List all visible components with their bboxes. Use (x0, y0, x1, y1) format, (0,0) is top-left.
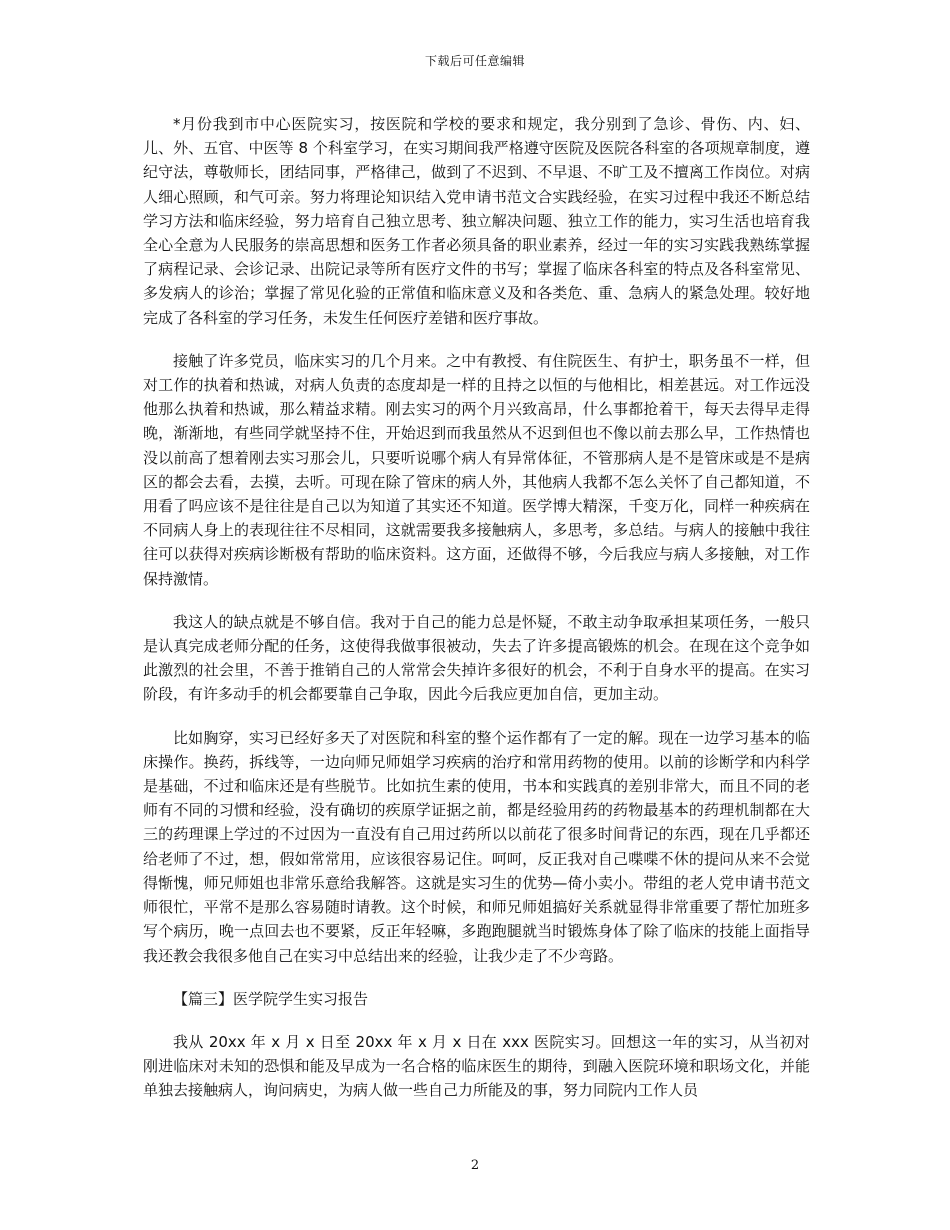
paragraph-self-confidence: 我这人的缺点就是不够自信。我对于自己的能力总是怀疑，不敢主动争取承担某项任务，一般只是认真完成老师分配的任务，这使得我做事很被动，失去了许多提高锻炼的机会。在现在这个竞争如此激烈的社会里，不善于推销自己的人常常会失掉许多很好的机会，不利于自身水平的提高。在实习阶段，有许多动手的机会都要靠自己争取，因此今后我应更加自信，更加主动。 (143, 612, 810, 704)
document-body (143, 112, 810, 1122)
section-heading: 【篇三】医学院学生实习报告 (173, 989, 369, 1008)
paragraph-clinical-practice: 比如胸穿，实习已经好多天了对医院和科室的整个运作都有了一定的解。现在一边学习基本的临床操作。换药，拆线等，一边向师兄师姐学习疾病的治疗和常用药物的使用。以前的诊断学和内科学是基础，不过和临床还是有些脱节。比如抗生素的使用，书本和实践真的差别非常大，而且不同的老师有不同的习惯和经验，没有确切的疾原学证据之前，都是经验用药的药物最基本的药理机制都在大三的药理课上学过的不过因为一直没有自己用过药所以以前花了很多时间背记的东西，现在几乎都还给老师了不过，想，假如常常用，应该很容易记住。呵呵，反正我对自己喋喋不休的提问从来不会觉得惭愧，师兄师姐也非常乐意给我解答。这就是实习生的优势—倚小卖小。带组的老人党申请书范文师很忙，平常不是那么容易随时请教。这个时候，和师兄师姐搞好关系就显得非常重要了帮忙加班多写个病历，晚一点回去也不要紧，反正年轻嘛，多跑跑腿就当时锻炼身体了除了临床的技能上面指导我还教会我很多他自己在实习中总结出来的经验，让我少走了不少弯路。 (143, 728, 810, 965)
paragraph-report-intro: 我从 20xx 年 x 月 x 日至 20xx 年 x 月 x 日在 xxx 医院实习。回想这一年的实习，从当初对刚进临床对未知的恐惧和能及早成为一名合格的临床医生的期待，到融入医院环境和职场文化，并能单独去接触病人，询问病史，为病人做一些自己力所能及的事，努力同院内工作人员 (143, 1032, 810, 1100)
paragraph-internship-overview: *月份我到市中心医院实习，按医院和学校的要求和规定，我分别到了急诊、骨伤、内、妇、儿、外、五官、中医等 8 个科室学习，在实习期间我严格遵守医院及医院各科室的各项规章制度，遵纪守法，尊敬师长，团结同事，严格律己，做到了不迟到、不早退、不旷工及不擅离工作岗位。对病人细心照顾，和气可亲。努力将理论知识结入党申请书范文合实践经验，在实习过程中我还不断总结学习方法和临床经验，努力培育自己独立思考、独立解决问题、独立工作的能力，实习生活也培育我全心全意为人民服务的崇高思想和医务工作者必须具备的职业素养，经过一年的实习实践我熟练掌握了病程记录、会诊记录、出院记录等所有医疗文件的书写；掌握了临床各科室的特点及各科室常见、多发病人的诊治；掌握了常见化验的正常值和临床意义及和各类危、重、急病人的紧急处理。较好地完成了各科室的学习任务，未发生任何医疗差错和医疗事故。 (143, 115, 810, 327)
paragraph-mentors: 接触了许多党员，临床实习的几个月来。之中有教授、有住院医生、有护士，职务虽不一样，但对工作的执着和热诚，对病人负责的态度却是一样的且持之以恒的与他相比，相差甚远。对工作远没他那么执着和热诚，那么精益求精。刚去实习的两个月兴致高昂，什么事都抢着干，每天去得早走得晚，渐渐地，有些同学就坚持不住，开始迟到而我虽然从不迟到但也不像以前去那么早，工作热情也没以前高了想着刚去实习那会儿，只要听说哪个病人有异常体征，不管那病人是不是管床或是不是病区的都会去看，去摸，去听。可现在除了管床的病人外，其他病人我都不怎么关怀了自己都知道，不用看了吗应该不是往往是自己以为知道了其实还不知道。医学博大精深，千变万化，同样一种疾病在不同病人身上的表现往往不尽相同，这就需要我多接触病人，多思考，多总结。与病人的接触中我往往可以获得对疾病诊断极有帮助的临床资料。这方面，还做得不够，今后我应与病人多接触，对工作保持激情。 (143, 351, 810, 588)
page-number: 2 (470, 1158, 480, 1173)
page-header: 下载后可任意编辑 (424, 54, 525, 68)
